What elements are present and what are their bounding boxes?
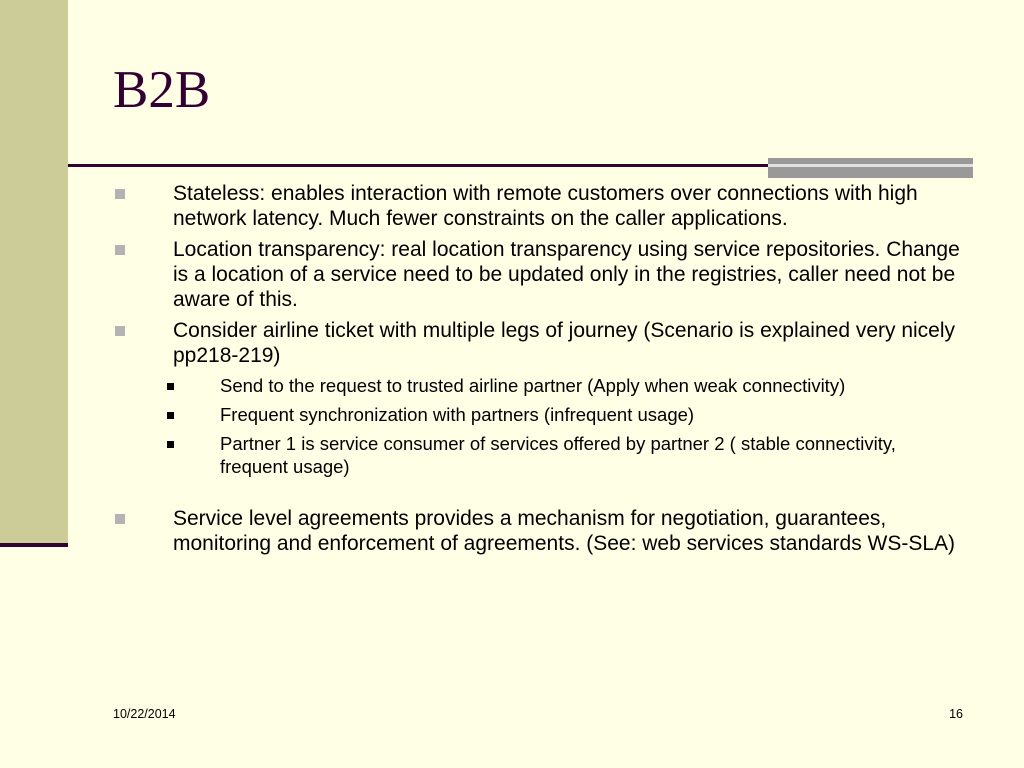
square-bullet-icon bbox=[115, 514, 125, 524]
sub-bullet-item bbox=[220, 374, 940, 397]
bullet-text: Service level agreements provides a mechanism for negotiation, guarantees, monitoring and enforcement of agreements. (See: web services standards WS-SLA) bbox=[173, 507, 956, 555]
sub-bullet-text: Frequent synchronization with partners (infrequent usage) bbox=[220, 404, 695, 425]
square-sub-bullet-icon bbox=[167, 383, 174, 390]
sub-bullet-text: Send to the request to trusted airline partner (Apply when weak connectivity) bbox=[220, 375, 846, 396]
square-sub-bullet-icon bbox=[167, 441, 174, 448]
bullet-text: Stateless: enables interaction with remote customers over connections with high network latency. Much fewer constraints on the caller applications. bbox=[173, 182, 918, 230]
bullet-text: Location transparency: real location transparency using service repositories. Change is a location of a service need to be updated only in the registries, caller need not be aware of this. bbox=[173, 238, 960, 311]
bullet-item bbox=[173, 506, 973, 556]
footer-date: 10/22/2014 bbox=[113, 707, 176, 721]
square-bullet-icon bbox=[115, 326, 125, 336]
slide-title: B2B bbox=[113, 61, 211, 119]
bullet-item bbox=[173, 318, 973, 368]
square-bullet-icon bbox=[115, 245, 125, 255]
page-number: 16 bbox=[949, 707, 963, 721]
bullet-item bbox=[173, 181, 973, 231]
square-sub-bullet-icon bbox=[167, 412, 174, 419]
sub-bullet-text: Partner 1 is service consumer of services offered by partner 2 ( stable connectivity, frequent usage) bbox=[220, 433, 896, 477]
sub-bullet-item bbox=[220, 403, 940, 426]
title-underline bbox=[68, 164, 768, 167]
title-accent-stripe bbox=[768, 164, 973, 167]
bullet-item bbox=[173, 237, 973, 312]
bullet-list bbox=[0, 181, 1024, 562]
square-bullet-icon bbox=[115, 189, 125, 199]
sub-bullet-item bbox=[220, 432, 940, 478]
title-accent-block bbox=[768, 158, 973, 178]
bullet-text: Consider airline ticket with multiple legs of journey (Scenario is explained very nicely pp218-219) bbox=[173, 319, 956, 367]
